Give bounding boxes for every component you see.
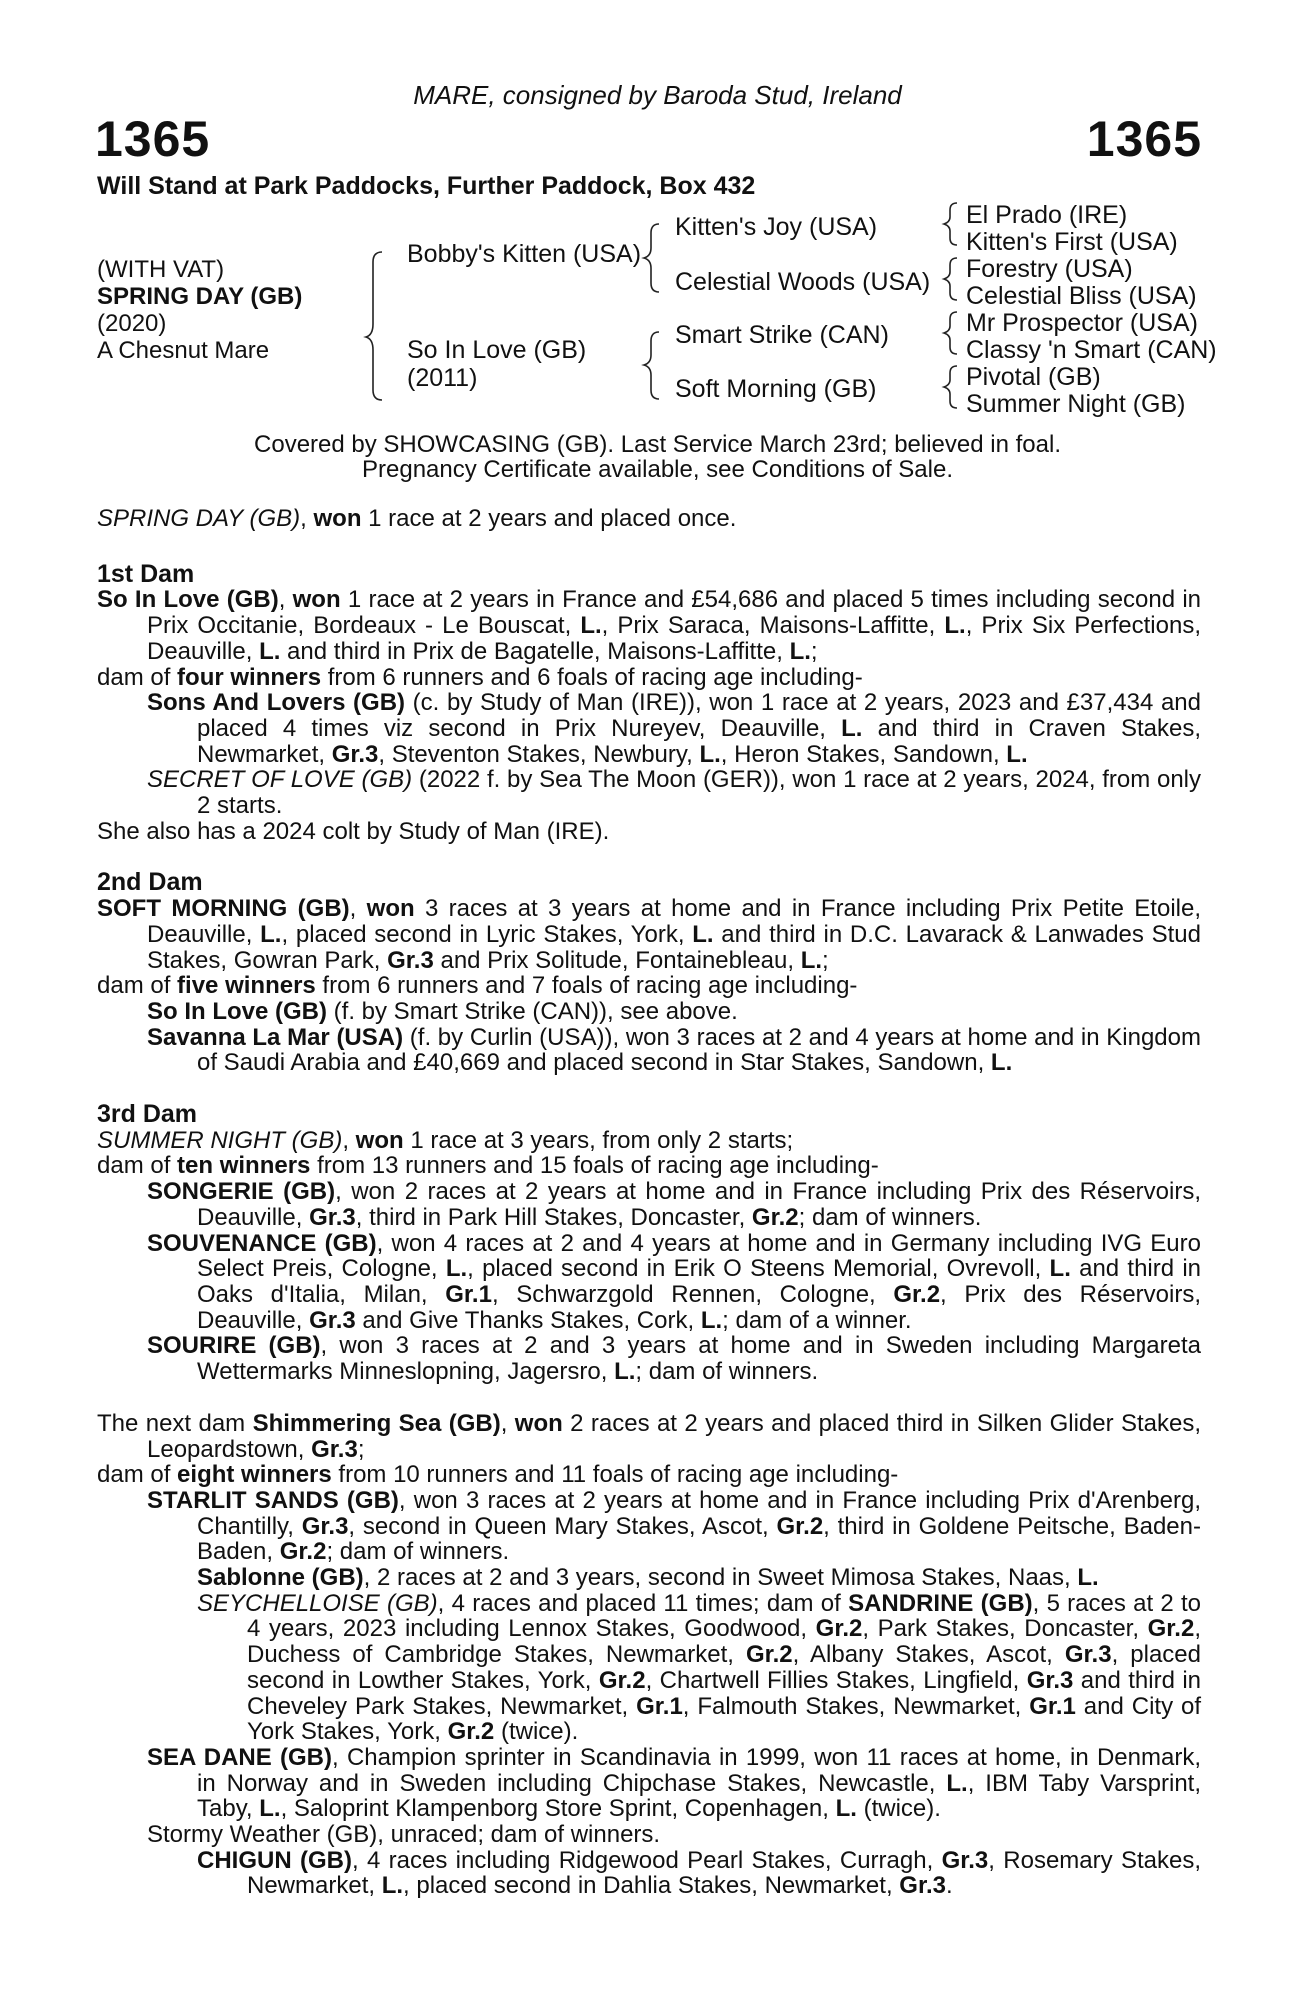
grandsire-maternal: Smart Strike (CAN) (675, 321, 889, 349)
produce-entry: SOUVENANCE (GB), won 4 races at 2 and 4 years at home and in Germany including IVG Euro Select Preis, Cologne, L., placed second in Erik O Steens Memorial, Ovrevoll, L. and third in Oaks d'Italia, Milan, Gr.1, Schwarzgold Rennen, Cologne, Gr.2, Prix des Réservoirs, Deauville, Gr.3 and Give Thanks Stakes, Cork, L.; dam of a winner. (147, 1229, 1202, 1334)
produce-entry: SEA DANE (GB), Champion sprinter in Scandinavia in 1999, won 11 races at home, in Denmark, in Norway and in Sweden including Chipchase Stakes, Newcastle, L., IBM Taby Varsprint, Taby, L., Saloprint Klampenborg Store Sprint, Copenhagen, L. (twice). (147, 1743, 1201, 1823)
dam-note: She also has a 2024 colt by Study of Man (IRE). (97, 817, 610, 845)
second-dam-heading: 2nd Dam (97, 868, 203, 897)
produce-entry: SEYCHELLOISE (GB), 4 races and placed 11 times; dam of SANDRINE (GB), 5 races at 2 to 4 years, 2023 including Lennox Stakes, Goodwood, Gr.2, Park Stakes, Doncaster, Gr.2, Duchess of Cambridge Stakes, Newmarket, Gr.2, Albany Stakes, Ascot, Gr.3, placed second in Lowther Stakes, York, Gr.2, Chartwell Fillies Stakes, Lingfield, Gr.3 and third in Cheveley Park Stakes, Newmarket, Gr.1, Falmouth Stakes, Newmarket, Gr.1 and City of York Stakes, York, Gr.2 (twice). (197, 1589, 1202, 1746)
next-dam-entry: The next dam Shimmering Sea (GB), won 2 races at 2 years and placed third in Silken Glider Stakes, Leopardstown, Gr.3; (97, 1409, 1202, 1463)
produce-entry: So In Love (GB) (f. by Smart Strike (CAN)), see above. (147, 997, 738, 1025)
horse-description: A Chesnut Mare (97, 337, 270, 364)
lot-number-left: 1365 (95, 111, 211, 167)
dam-produce: dam of eight winners from 10 runners and 11 foals of racing age including- (97, 1461, 899, 1489)
great-grandparent: Summer Night (GB) (966, 390, 1186, 418)
produce-entry: Savanna La Mar (USA) (f. by Curlin (USA)), won 3 races at 2 and 4 years at home and in Kingdom of Saudi Arabia and £40,669 and placed second in Star Stakes, Sandown, L. (147, 1023, 1201, 1077)
produce-entry: Stormy Weather (GB), unraced; dam of winners. (147, 1821, 661, 1849)
dam-entry: SOFT MORNING (GB), won 3 races at 3 years at home and in France including Prix Petite Etoile, Deauville, L., placed second in Lyric Stakes, York, L. and third in D.C. Lavarack & Lanwades Stud Stakes, Gowran Park, Gr.3 and Prix Solitude, Fontainebleau, L.; (97, 895, 1202, 974)
horse-name: SPRING DAY (GB) (97, 283, 303, 310)
covered-line: Covered by SHOWCASING (GB). Last Service March 23rd; believed in foal. (254, 431, 1061, 458)
grandsire-paternal: Kitten's Joy (USA) (675, 213, 878, 241)
granddam-maternal: Soft Morning (GB) (675, 375, 877, 403)
produce-entry: SECRET OF LOVE (GB) (2022 f. by Sea The Moon (GER)), won 1 race at 2 years, 2024, from only 2 starts. (147, 766, 1202, 820)
great-grandparent: Pivotal (GB) (966, 363, 1101, 391)
granddam-paternal: Celestial Woods (USA) (675, 268, 931, 296)
lot-number-right: 1365 (1086, 111, 1202, 167)
produce-entry: SONGERIE (GB), won 2 races at 2 years at home and in France including Prix des Réservoirs, Deauville, Gr.3, third in Park Hill Stakes, Doncaster, Gr.2; dam of winners. (147, 1178, 1202, 1231)
dam-entry: SUMMER NIGHT (GB), won 1 race at 3 years, from only 2 starts; (97, 1126, 794, 1154)
horse-info (97, 256, 302, 364)
produce-entry: CHIGUN (GB), 4 races including Ridgewood Pearl Stakes, Curragh, Gr.3, Rosemary Stakes, Newmarket, L., placed second in Dahlia Stakes, Newmarket, Gr.3. (197, 1846, 1201, 1900)
vat-label: (WITH VAT) (97, 256, 225, 283)
catalogue-body (97, 506, 1201, 1899)
dam-name: So In Love (GB) (407, 336, 587, 364)
produce-entry: STARLIT SANDS (GB), won 3 races at 2 years at home and in France including Prix d'Arenberg, Chantilly, Gr.3, second in Queen Mary Stakes, Ascot, Gr.2, third in Goldene Peitsche, Baden-Baden, Gr.2; dam of winners. (147, 1486, 1201, 1566)
dam-entry: So In Love (GB), won 1 race at 2 years in France and £54,686 and placed 5 times including second in Prix Occitanie, Bordeaux - Le Bouscat, L., Prix Saraca, Maisons-Laffitte, L., Prix Six Perfections, Deauville, L. and third in Prix de Bagatelle, Maisons-Laffitte, L.; (97, 586, 1202, 665)
dam-produce: dam of four winners from 6 runners and 6 foals of racing age including- (97, 663, 863, 691)
third-dam-heading: 3rd Dam (97, 1100, 198, 1129)
page-subtitle: MARE, consigned by Baroda Stud, Ireland (413, 80, 902, 110)
pregnancy-line: Pregnancy Certificate available, see Conditions of Sale. (362, 456, 953, 483)
produce-entry: Sons And Lovers (GB) (c. by Study of Man (IRE)), won 1 race at 2 years, 2023 and £37,434 and placed 4 times viz second in Prix Nureyev, Deauville, L. and third in Craven Stakes, Newmarket, Gr.3, Steventon Stakes, Newbury, L., Heron Stakes, Sandown, L. (147, 689, 1202, 768)
covered-note (0, 432, 1315, 482)
great-grandparent: Celestial Bliss (USA) (966, 282, 1197, 310)
sire-name: Bobby's Kitten (USA) (407, 240, 642, 268)
produce-entry: Sablonne (GB), 2 races at 2 and 3 years, second in Sweet Mimosa Stakes, Naas, L. (197, 1564, 1099, 1592)
stand-location: Will Stand at Park Paddocks, Further Paddock, Box 432 (97, 172, 756, 200)
produce-entry: SOURIRE (GB), won 3 races at 2 and 3 years at home and in Sweden including Margareta Wettermarks Minneslopning, Jagersro, L.; dam of winners. (147, 1332, 1202, 1386)
intro-line: SPRING DAY (GB), won 1 race at 2 years and placed once. (97, 505, 737, 532)
dam-year: (2011) (407, 364, 478, 392)
horse-year: (2020) (97, 310, 167, 337)
great-grandparent: El Prado (IRE) (966, 201, 1128, 229)
dam-produce: dam of ten winners from 13 runners and 15 foals of racing age including- (97, 1152, 879, 1180)
great-grandparent: Kitten's First (USA) (966, 228, 1178, 256)
first-dam-heading: 1st Dam (97, 559, 195, 588)
great-grandparent: Classy 'n Smart (CAN) (966, 336, 1217, 364)
great-grandparent: Mr Prospector (USA) (966, 309, 1198, 337)
great-grandparent: Forestry (USA) (966, 255, 1133, 283)
dam-produce: dam of five winners from 6 runners and 7 foals of racing age including- (97, 972, 858, 1000)
